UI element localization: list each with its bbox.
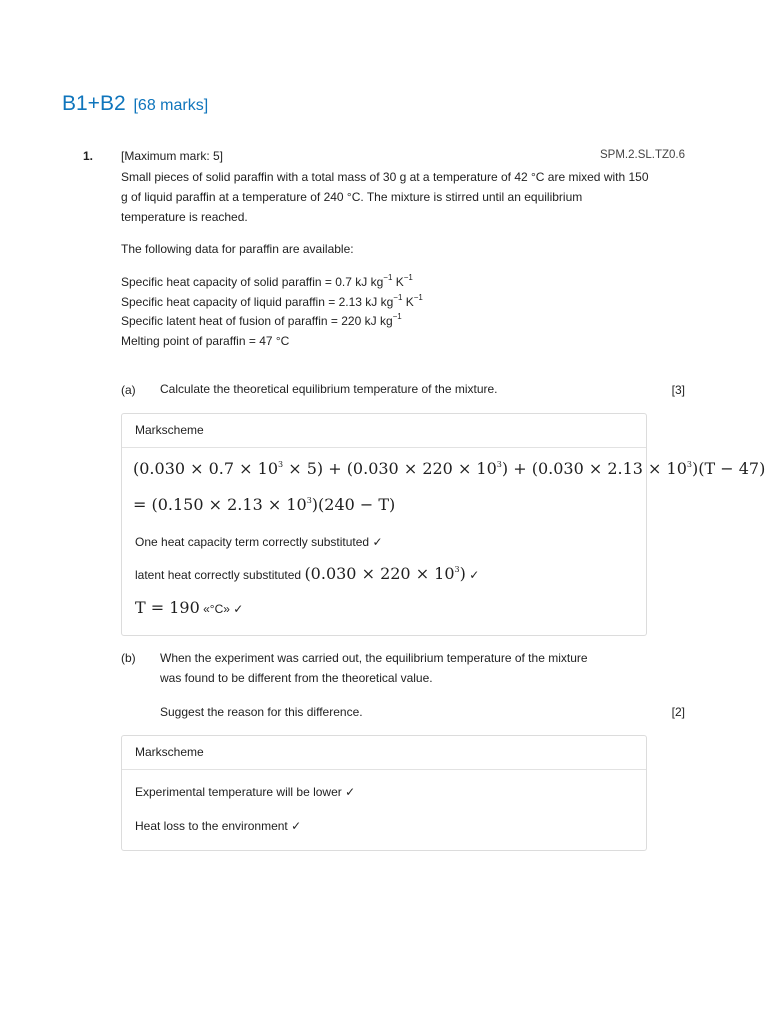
part-b-suggest: Suggest the reason for this difference. xyxy=(160,705,363,719)
part-b-text xyxy=(160,648,588,688)
section-title xyxy=(62,92,208,116)
intro-line: temperature is reached. xyxy=(121,210,248,224)
markscheme-a-equation-line1: $(0.030 \times 0.7 \times 10^3 \times 5) + (0.030 \times 220 \times 10^3) + (0.030 \times 2.13 \times 10^3)(T - 47)$ xyxy=(133,459,766,478)
intro-line: Small pieces of solid paraffin with a total mass of 30 g at a temperature of 42 °C are mixed with 150 xyxy=(121,170,649,184)
part-a-marks: [3] xyxy=(671,383,685,397)
markscheme-b-line2: Heat loss to the environment ✓ xyxy=(135,819,302,833)
data-intro: The following data for paraffin are available: xyxy=(121,242,354,256)
section-marks: [68 marks] xyxy=(133,97,209,114)
intro-line: g of liquid paraffin at a temperature of 240 °C. The mixture is stirred until an equilibrium xyxy=(121,190,583,204)
part-b-text-line: When the experiment was carried out, the equilibrium temperature of the mixture xyxy=(160,651,588,665)
markscheme-b xyxy=(121,735,647,851)
question-number: 1. xyxy=(83,149,94,163)
markscheme-a-line4: latent heat correctly substituted $(0.030 \times 220 \times 10^3)$ ✓ xyxy=(135,564,480,583)
part-b-label: (b) xyxy=(121,651,136,665)
question-max-mark: [Maximum mark: 5] xyxy=(121,149,224,163)
data-line-liquid-shc: Specific heat capacity of liquid paraffin = 2.13 kJ $kg^{-1}$ $K^{-1}$ xyxy=(121,292,423,309)
part-b-marks: [2] xyxy=(671,705,685,719)
markscheme-a xyxy=(121,413,766,636)
question-code: SPM.2.SL.TZ0.6 xyxy=(599,149,685,161)
markscheme-a-equation-line2: = $(0.150 \times 2.13 \times 10^3)(240 - T)$ xyxy=(133,495,396,514)
markscheme-a-header: Markscheme xyxy=(122,414,646,448)
part-a-label: (a) xyxy=(121,383,136,397)
data-list xyxy=(121,273,423,351)
section-title-text: B1+B2 xyxy=(62,92,126,115)
markscheme-a-line5: T = 190 «°C» ✓ xyxy=(135,598,244,617)
data-line-latent: Specific latent heat of fusion of paraffin = 220 kJ $kg^{-1}$ xyxy=(121,312,402,328)
markscheme-a-line3: One heat capacity term correctly substituted ✓ xyxy=(135,535,383,549)
data-line-solid-shc: Specific heat capacity of solid paraffin = 0.7 kJ $kg^{-1}$ $K^{-1}$ xyxy=(121,273,413,289)
markscheme-b-header: Markscheme xyxy=(122,736,646,770)
part-b-text-line: was found to be different from the theoretical value. xyxy=(160,671,433,685)
part-a-text: Calculate the theoretical equilibrium temperature of the mixture. xyxy=(160,382,498,396)
data-line-melting: Melting point of paraffin = 47 °C xyxy=(121,333,290,348)
question-intro xyxy=(121,167,649,227)
result-expression: T = 190 xyxy=(135,598,200,617)
latent-heat-expression: $(0.030 \times 220 \times 10^3)$ xyxy=(304,564,466,583)
markscheme-b-line1: Experimental temperature will be lower ✓ xyxy=(135,785,356,799)
